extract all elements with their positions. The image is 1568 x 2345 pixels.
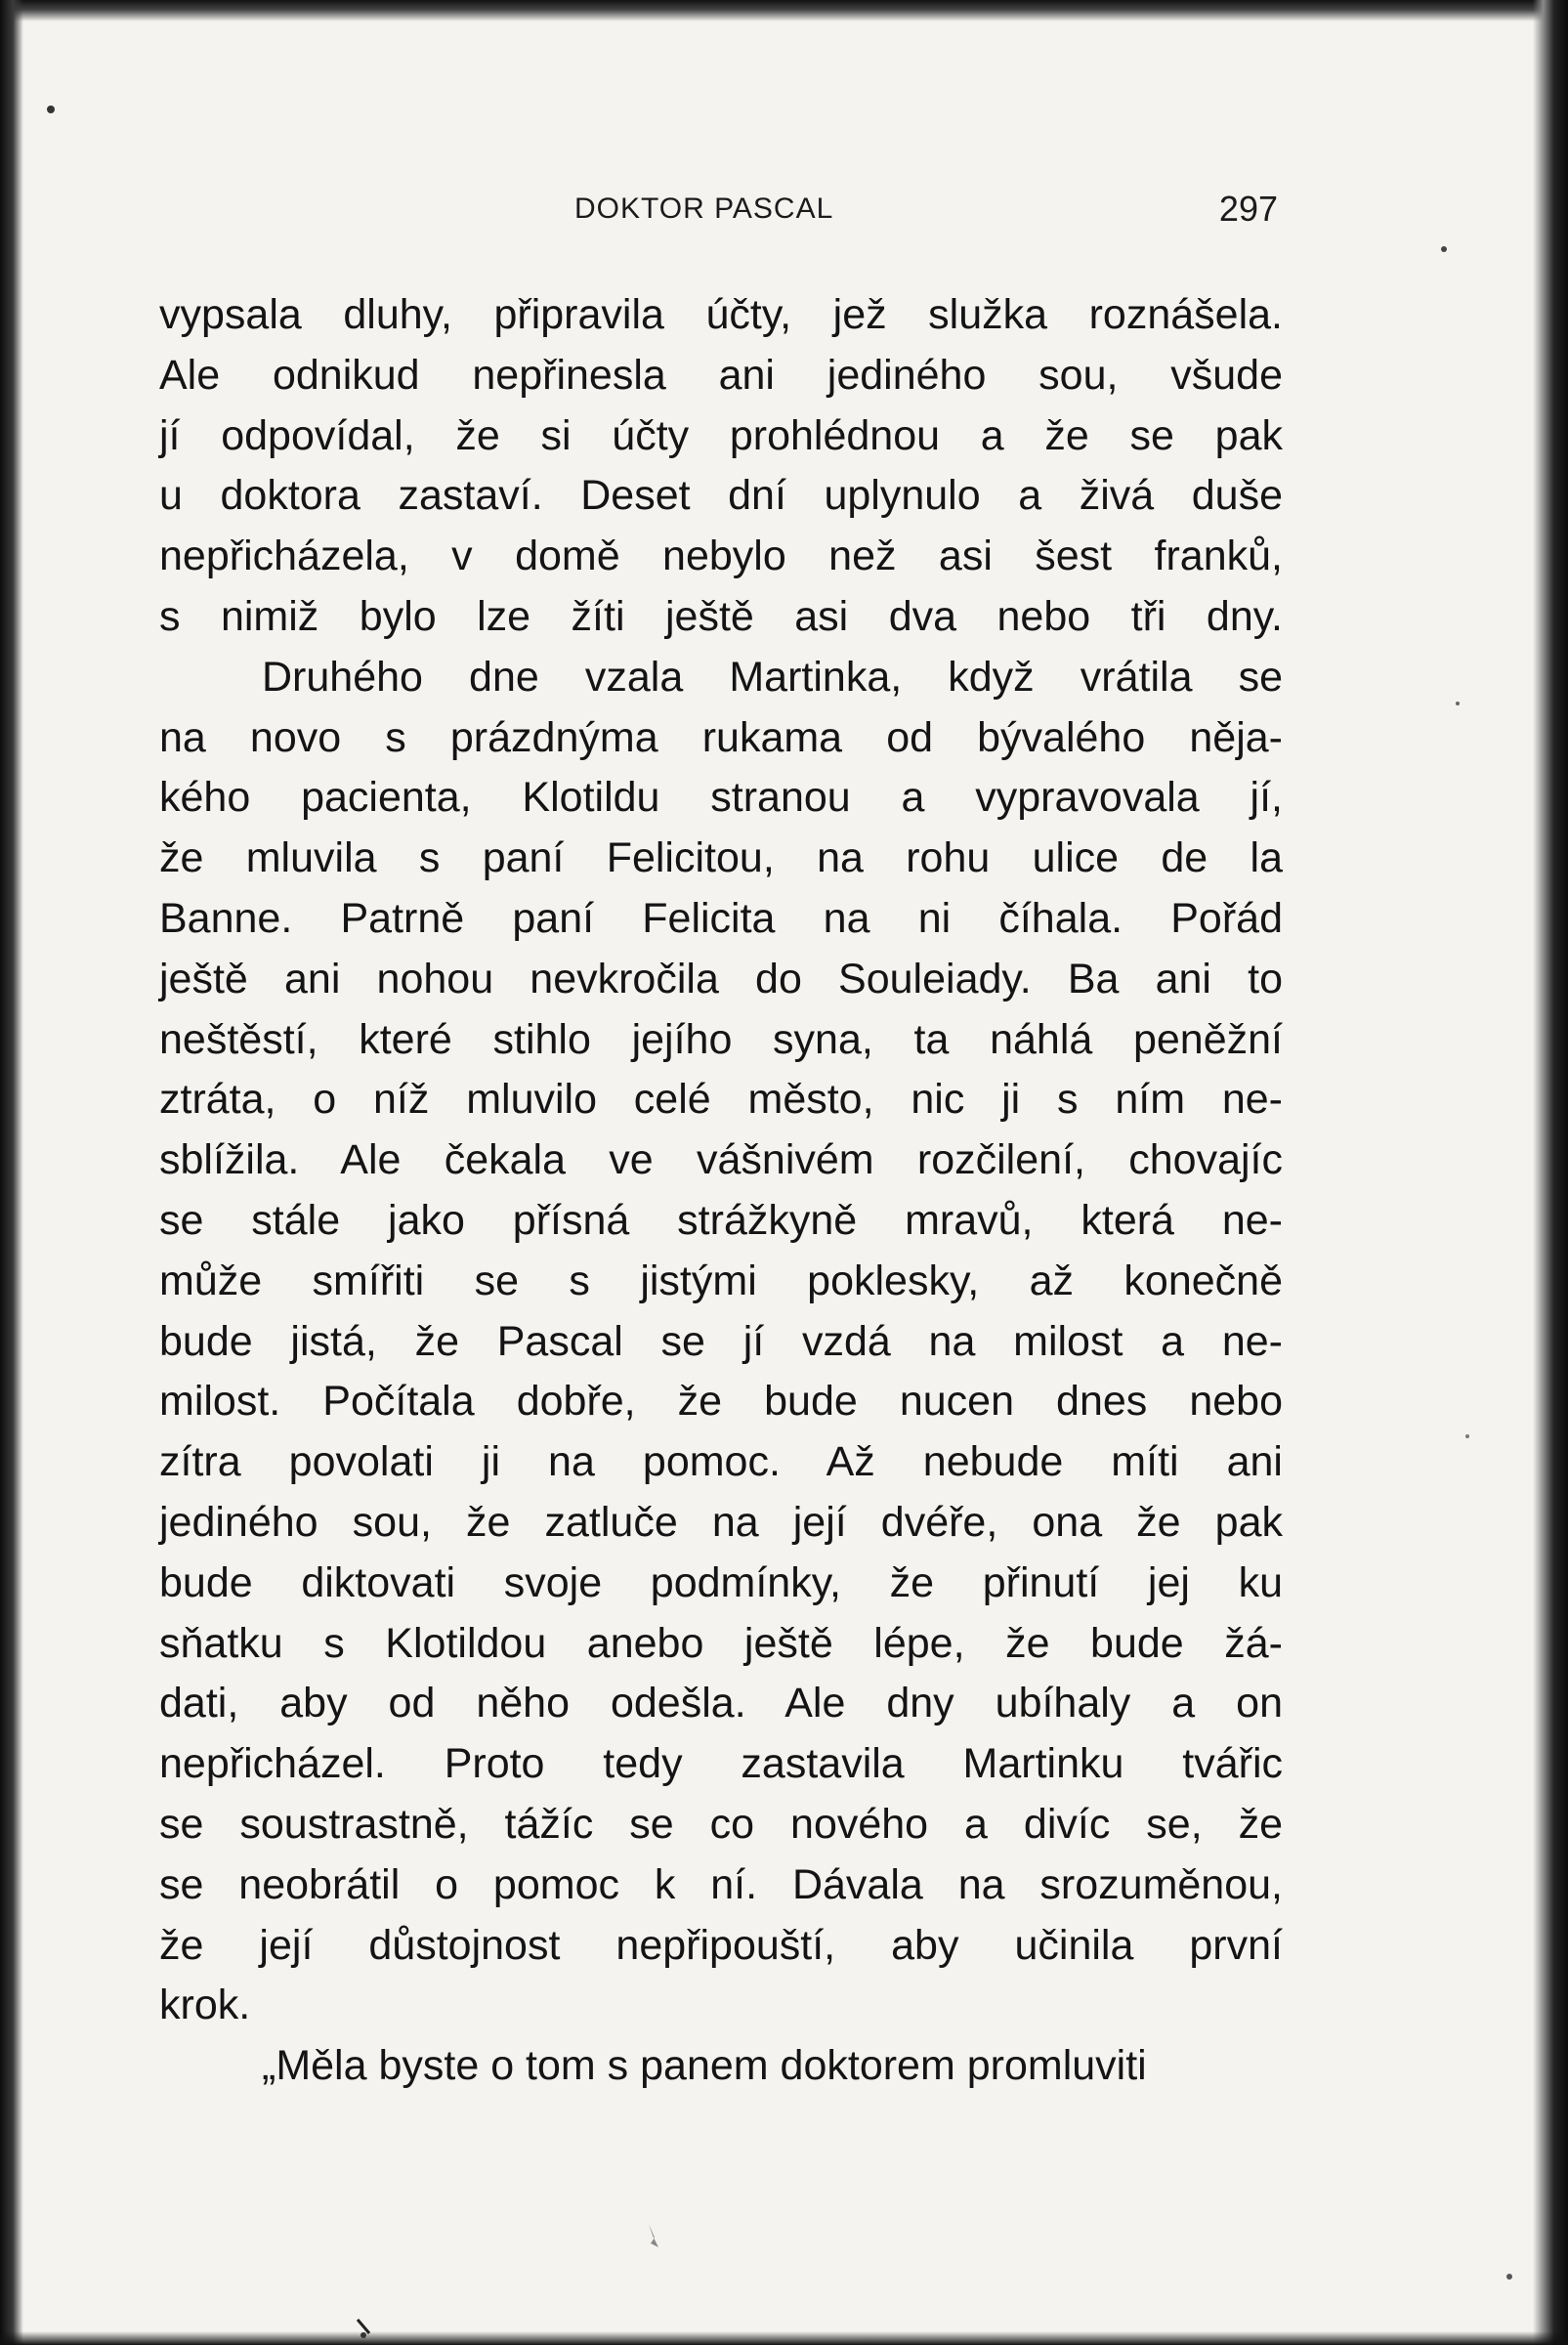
paragraph-first-line: Druhého dne vzala Martinka, když vrátila se xyxy=(262,653,1283,701)
text-line: neštěstí, které stihlo jejího syna, ta náhlá peněžní xyxy=(159,1015,1283,1063)
text-line: sblížila. Ale čekala ve vášnivém rozčilení, chovajíc xyxy=(159,1136,1283,1184)
text-line: bude jistá, že Pascal se jí vzdá na milost a ne- xyxy=(159,1317,1283,1365)
paragraph-first-line: „Měla byste o tom s panem doktorem promluviti xyxy=(262,2042,1147,2090)
text-line: ztráta, o níž mluvilo celé město, nic ji s ním ne- xyxy=(159,1076,1283,1124)
text-line: sňatku s Klotildou anebo ještě lépe, že bude žá- xyxy=(159,1619,1283,1667)
text-line: že mluvila s paní Felicitou, na rohu ulice de la xyxy=(159,834,1283,882)
text-line: že její důstojnost nepřipouští, aby učinila první xyxy=(159,1921,1283,1969)
text-line: vypsala dluhy, připravila účty, jež služka roznášela. xyxy=(159,291,1283,338)
paragraph-last-line: krok. xyxy=(159,1982,251,2029)
running-title: DOKTOR PASCAL xyxy=(574,192,834,225)
text-line: u doktora zastaví. Deset dní uplynulo a živá duše xyxy=(159,472,1283,520)
text-line: jediného sou, že zatluče na její dvéře, ona že pak xyxy=(159,1498,1283,1546)
text-line: dati, aby od něho odešla. Ale dny ubíhaly a on xyxy=(159,1680,1283,1727)
text-line: se stále jako přísná strážkyně mravů, která ne- xyxy=(159,1196,1283,1244)
text-line: milost. Počítala dobře, že bude nucen dnes nebo xyxy=(159,1378,1283,1426)
text-line: Ale odnikud nepřinesla ani jediného sou, všude xyxy=(159,351,1283,399)
text-line: s nimiž bylo lze žíti ještě asi dva nebo tři dny. xyxy=(159,592,1283,640)
text-line: na novo s prázdnýma rukama od bývalého něja- xyxy=(159,713,1283,761)
page-header xyxy=(154,189,1278,237)
text-line: bude diktovati svoje podmínky, že přinutí jej ku xyxy=(159,1558,1283,1606)
text-line: jí odpovídal, že si účty prohlédnou a že se pak xyxy=(159,411,1283,459)
text-line: nepřicházela, v domě nebylo než asi šest franků, xyxy=(159,533,1283,580)
text-line: zítra povolati ji na pomoc. Až nebude míti ani xyxy=(159,1438,1283,1486)
text-line: může smířiti se s jistými poklesky, až konečně xyxy=(159,1257,1283,1304)
text-line: kého pacienta, Klotildu stranou a vypravovala jí, xyxy=(159,774,1283,822)
text-line: nepřicházel. Proto tedy zastavila Martinku tvářic xyxy=(159,1740,1283,1788)
text-line: ještě ani nohou nevkročila do Souleiady. Ba ani to xyxy=(159,955,1283,1002)
text-line: se soustrastně, tážíc se co nového a divíc se, že xyxy=(159,1800,1283,1848)
text-line: Banne. Patrně paní Felicita na ni číhala. Pořád xyxy=(159,894,1283,942)
body-text xyxy=(159,285,1283,2097)
page-number: 297 xyxy=(1218,189,1278,229)
text-line: se neobrátil o pomoc k ní. Dávala na srozuměnou, xyxy=(159,1860,1283,1908)
